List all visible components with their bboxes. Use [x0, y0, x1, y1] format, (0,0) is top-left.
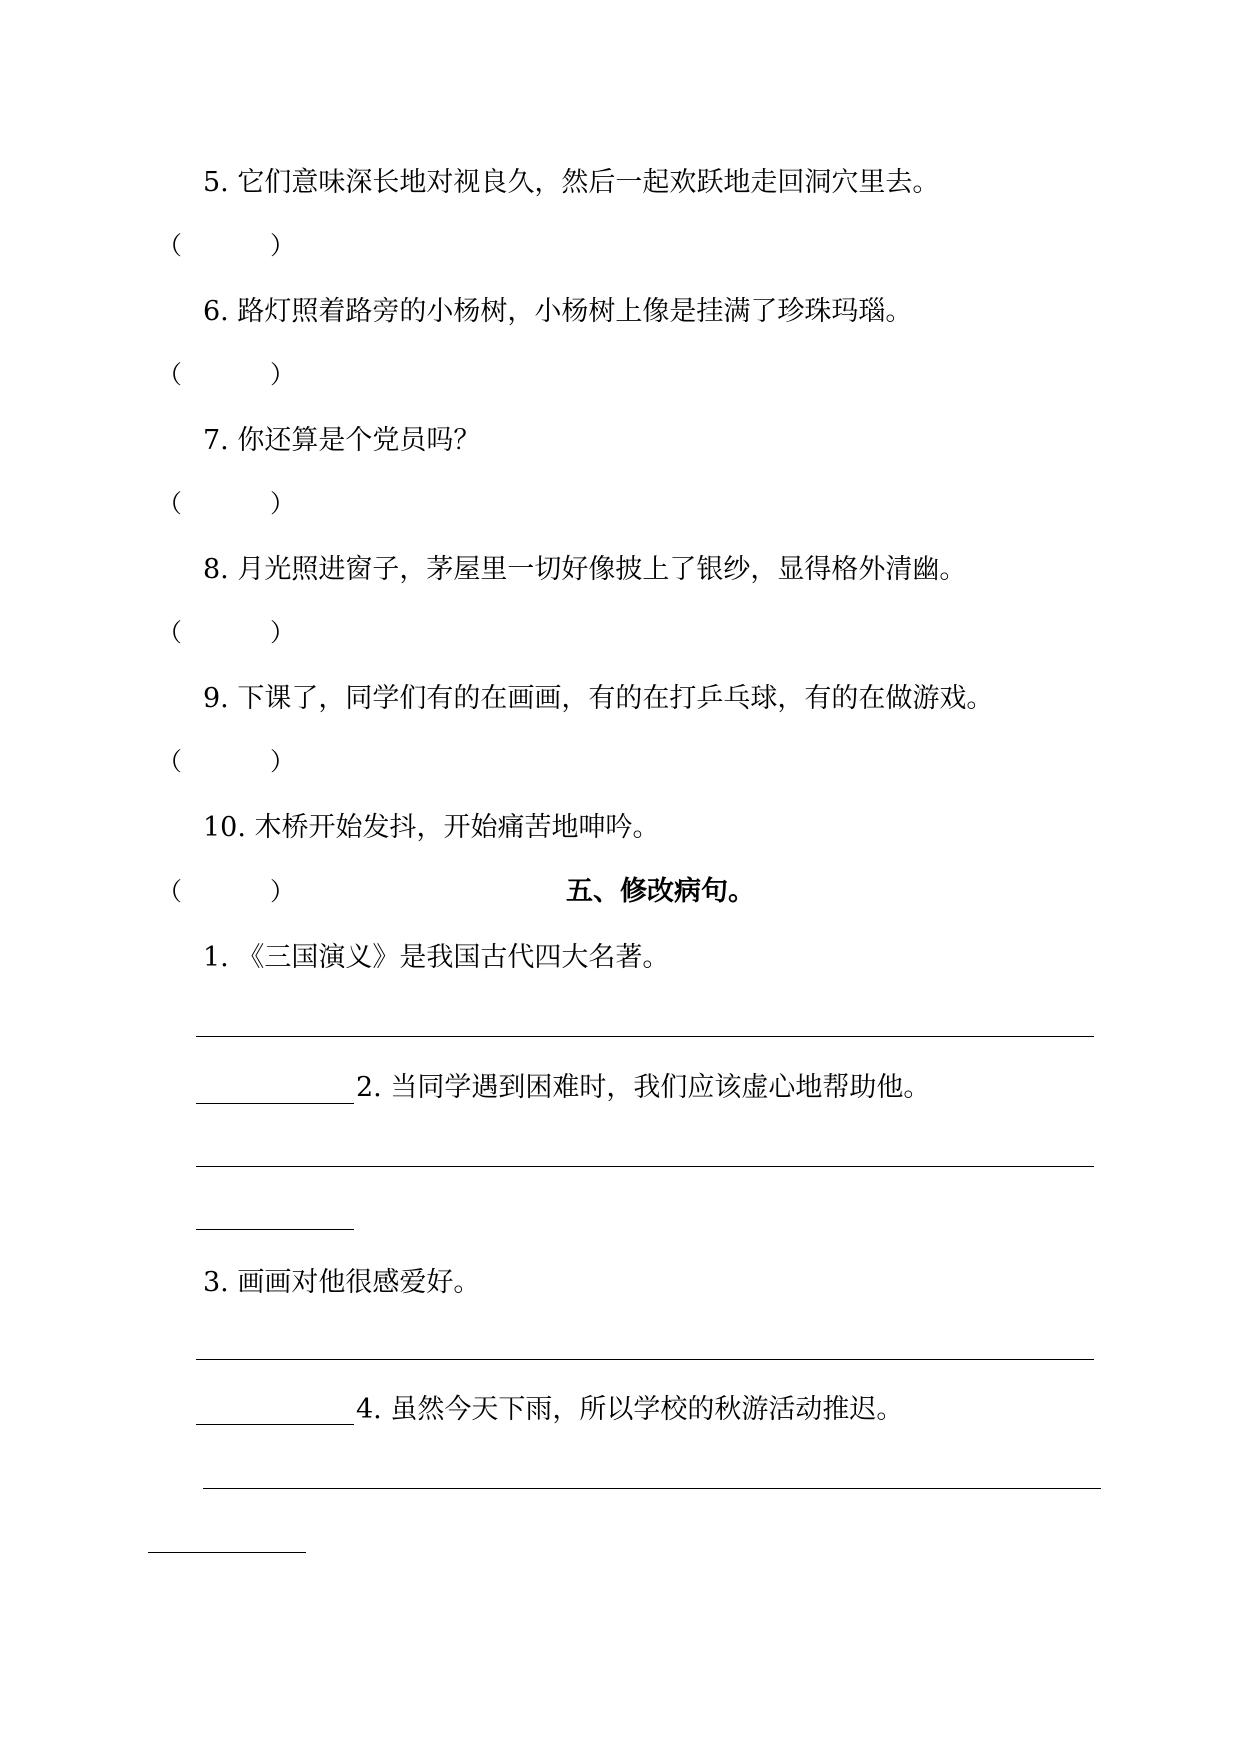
paren-open: （ [157, 360, 183, 389]
paren-close: ） [270, 360, 296, 389]
paren-open: （ [157, 747, 183, 776]
question-7: 7. 你还算是个党员吗？ [203, 425, 481, 456]
correction-question-1: 1. 《三国演义》是我国古代四大名著。 [203, 942, 670, 973]
answer-paren-10[interactable] [157, 874, 295, 910]
question-6: 6. 路灯照着路旁的小杨树，小杨树上像是挂满了珍珠玛瑙。 [203, 296, 913, 327]
answer-paren-9[interactable] [157, 744, 295, 780]
section-5-title: 五、修改病句。 [566, 876, 755, 907]
answer-paren-5[interactable] [157, 228, 295, 264]
paren-open: （ [157, 231, 183, 260]
answer-line-3a[interactable] [196, 1359, 1094, 1360]
question-9: 9. 下课了，同学们有的在画画，有的在打乒乓球，有的在做游戏。 [203, 683, 994, 714]
correction-question-4: 4. 虽然今天下雨，所以学校的秋游活动推迟。 [356, 1394, 904, 1425]
paren-open: （ [157, 877, 183, 906]
answer-paren-8[interactable] [157, 615, 295, 651]
answer-paren-7[interactable] [157, 486, 295, 522]
answer-line-2b[interactable] [196, 1229, 354, 1230]
answer-paren-6[interactable] [157, 357, 295, 393]
answer-line-3b[interactable] [196, 1424, 354, 1425]
answer-line-4b[interactable] [148, 1552, 306, 1553]
correction-question-2: 2. 当同学遇到困难时，我们应该虚心地帮助他。 [356, 1072, 931, 1103]
paren-close: ） [270, 877, 296, 906]
answer-line-4a[interactable] [203, 1488, 1101, 1489]
paren-close: ） [270, 489, 296, 518]
paren-close: ） [270, 747, 296, 776]
question-5: 5. 它们意味深长地对视良久，然后一起欢跃地走回洞穴里去。 [203, 167, 940, 198]
paren-open: （ [157, 618, 183, 647]
paren-close: ） [270, 618, 296, 647]
question-8: 8. 月光照进窗子，茅屋里一切好像披上了银纱，显得格外清幽。 [203, 554, 967, 585]
answer-line-1b[interactable] [196, 1103, 354, 1104]
paren-open: （ [157, 489, 183, 518]
correction-question-3: 3. 画画对他很感爱好。 [203, 1267, 481, 1298]
answer-line-2a[interactable] [196, 1166, 1094, 1167]
question-10: 10. 木桥开始发抖，开始痛苦地呻吟。 [203, 812, 660, 843]
answer-line-1a[interactable] [196, 1036, 1094, 1037]
paren-close: ） [270, 231, 296, 260]
